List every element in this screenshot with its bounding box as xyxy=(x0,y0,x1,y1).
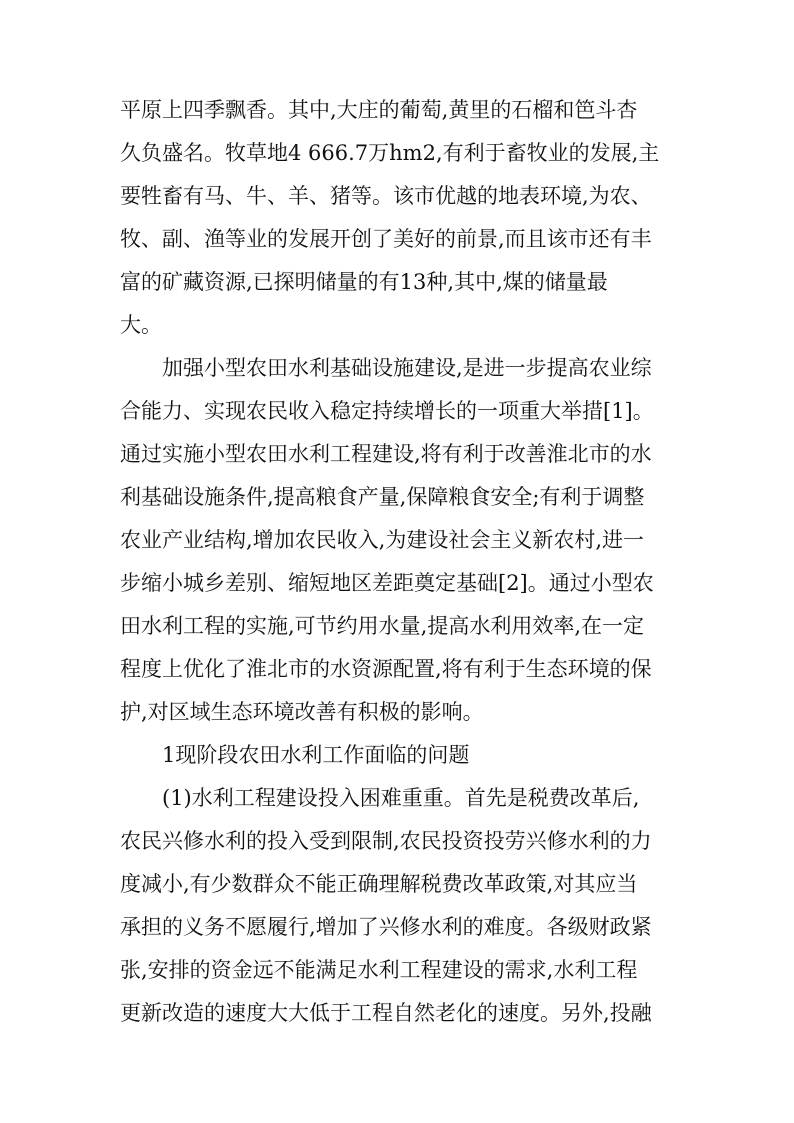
text-line: 要牲畜有马、牛、羊、猪等。该市优越的地表环境,为农、 xyxy=(120,184,652,208)
text-line: 牧、副、渔等业的发展开创了美好的前景,而且该市还有丰 xyxy=(120,227,652,251)
text-line: 张,安排的资金远不能满足水利工程建设的需求,水利工程 xyxy=(120,958,638,982)
text-line: 更新改造的速度大大低于工程自然老化的速度。另外,投融 xyxy=(120,1001,652,1025)
text-line: 程度上优化了淮北市的水资源配置,将有利于生态环境的保 xyxy=(120,657,652,681)
text-line: 加强小型农田水利基础设施建设,是进一步提高农业综 xyxy=(120,356,652,380)
text-line: 通过实施小型农田水利工程建设,将有利于改善淮北市的水 xyxy=(120,442,652,466)
text-line: 久负盛名。牧草地4 666.7万hm2,有利于畜牧业的发展,主 xyxy=(120,141,660,165)
section-heading: 1现阶段农田水利工作面临的问题 xyxy=(120,743,470,767)
text-line: 大。 xyxy=(120,313,162,337)
text-line: 农民兴修水利的投入受到限制,农民投资投劳兴修水利的力 xyxy=(120,829,652,853)
text-line: 承担的义务不愿履行,增加了兴修水利的难度。各级财政紧 xyxy=(120,915,652,939)
text-line: 农业产业结构,增加农民收入,为建设社会主义新农村,进一 xyxy=(120,528,645,552)
text-line: 平原上四季飘香。其中,大庄的葡萄,黄里的石榴和笆斗杏 xyxy=(120,98,638,122)
text-line: 护,对区域生态环境改善有积极的影响。 xyxy=(120,700,484,724)
text-line: 田水利工程的实施,可节约用水量,提高水利用效率,在一定 xyxy=(120,614,645,638)
text-line: (1)水利工程建设投入困难重重。首先是税费改革后, xyxy=(120,786,640,810)
text-line: 富的矿藏资源,已探明储量的有13种,其中,煤的储量最 xyxy=(120,270,608,294)
text-line: 步缩小城乡差别、缩短地区差距奠定基础[2]。通过小型农 xyxy=(120,571,654,595)
text-line: 度减小,有少数群众不能正确理解税费改革政策,对其应当 xyxy=(120,872,638,896)
text-line: 合能力、实现农民收入稳定持续增长的一项重大举措[1]。 xyxy=(120,399,654,423)
text-line: 利基础设施条件,提高粮食产量,保障粮食安全;有利于调整 xyxy=(120,485,645,509)
